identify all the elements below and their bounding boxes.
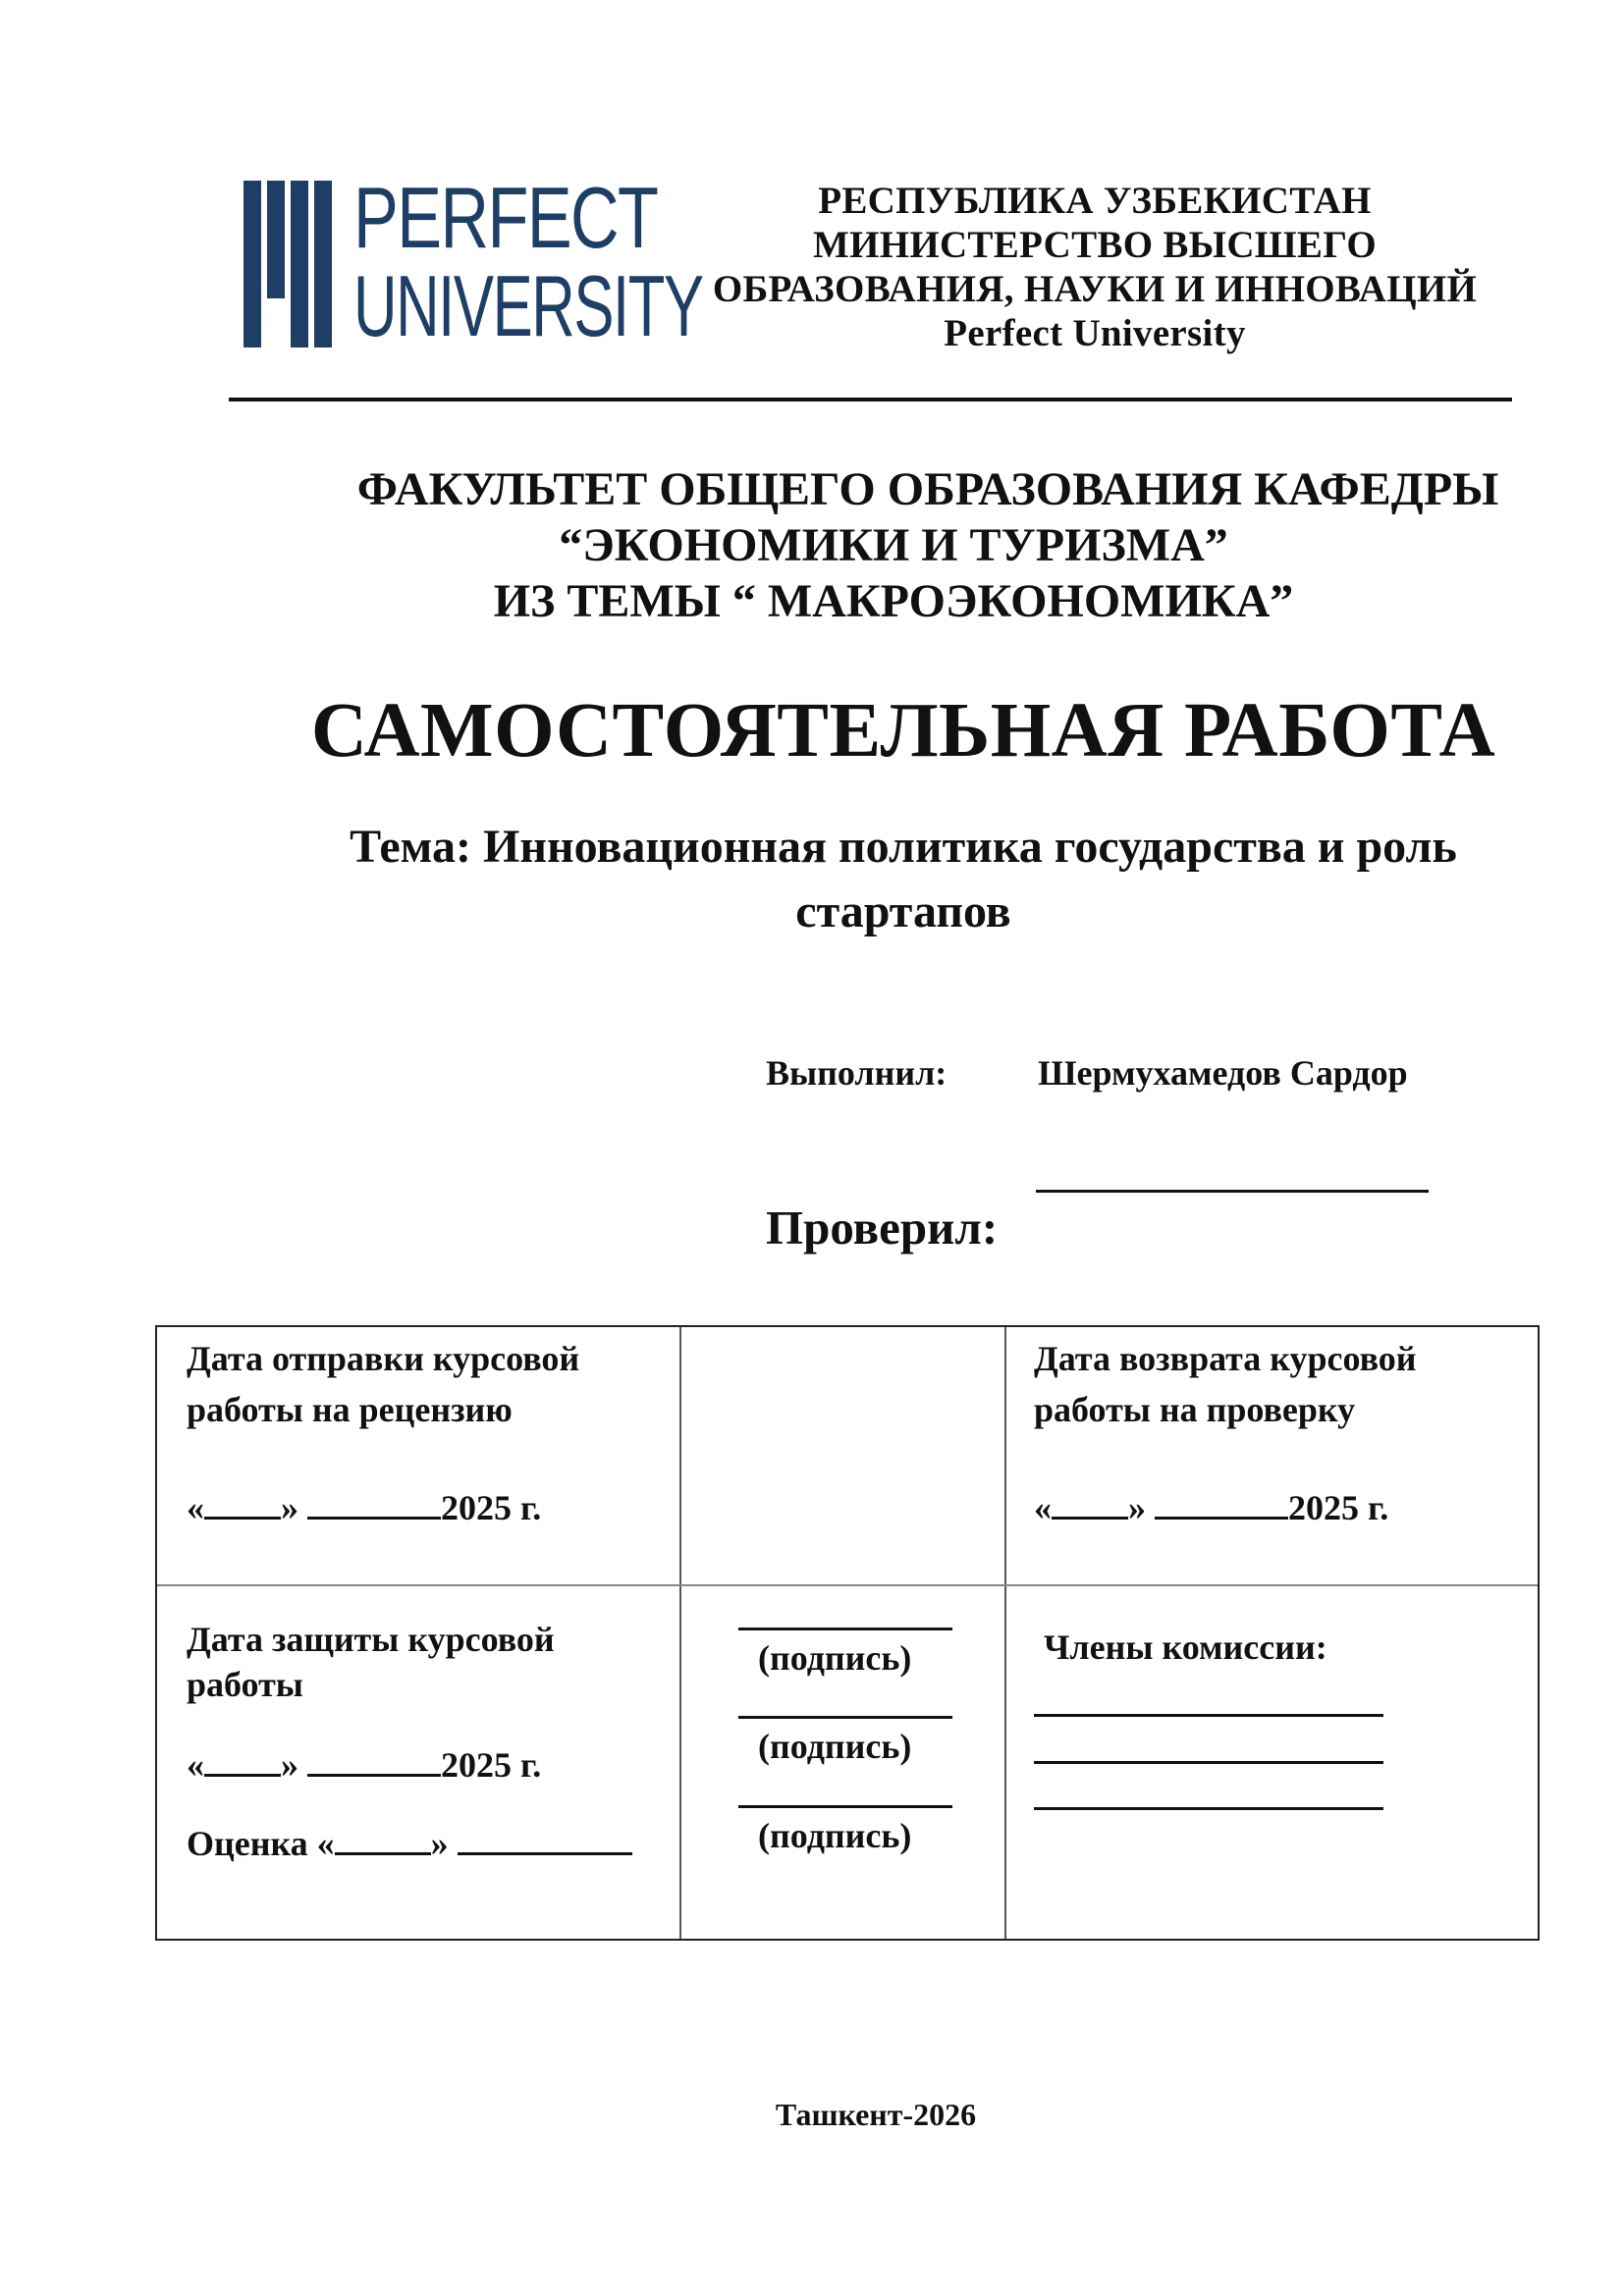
defense-date-field (187, 1739, 541, 1790)
logo-bar (244, 181, 261, 347)
table-divider (679, 1327, 681, 1939)
grade-words-blank (458, 1822, 632, 1855)
header-line: МИНИСТЕРСТВО ВЫСШЕГО (812, 224, 1378, 266)
header-line: РЕСПУБЛИКА УЗБЕКИСТАН (818, 180, 1372, 222)
defense-date-title-line1: Дата защиты курсовой (187, 1620, 555, 1659)
return-date-field (1034, 1482, 1388, 1533)
grade-field (187, 1818, 632, 1869)
quote-close: » (1128, 1488, 1146, 1527)
header-university-name: Perfect University (944, 312, 1246, 354)
table-divider (1004, 1327, 1006, 1939)
checked-label: Проверил: (766, 1201, 999, 1255)
faculty-line: “ЭКОНОМИКИ И ТУРИЗМА” (559, 519, 1228, 571)
send-date-title-line1: Дата отправки курсовой (187, 1339, 580, 1378)
send-date-title-line2: работы на рецензию (187, 1390, 513, 1429)
quote-close: » (430, 1824, 449, 1863)
city-year: Ташкент-2026 (775, 2097, 977, 2132)
month-blank (1155, 1486, 1288, 1520)
quote-close: » (281, 1488, 298, 1527)
faculty-block (177, 461, 1610, 629)
performed-label: Выполнил: (766, 1053, 947, 1093)
return-date-title-line2: работы на проверку (1034, 1390, 1356, 1429)
quote-close: » (281, 1745, 298, 1785)
header-line: ОБРАЗОВАНИЯ, НАУКИ И ИННОВАЦИЙ (712, 268, 1478, 310)
day-blank (204, 1743, 281, 1777)
signature-label: (подпись) (758, 1816, 912, 1855)
ministry-header (677, 179, 1512, 355)
quote-open: « (187, 1488, 204, 1527)
logo-text-line1: PERFECT (353, 169, 658, 266)
signature-line (738, 1628, 952, 1630)
logo-bar (314, 181, 332, 347)
month-blank (307, 1486, 441, 1520)
year-label: 2025 г. (1288, 1488, 1389, 1527)
return-date-title-line1: Дата возврата курсовой (1034, 1339, 1417, 1378)
table-divider (157, 1584, 1538, 1586)
defense-date-title-line2: работы (187, 1665, 303, 1704)
quote-open: « (187, 1745, 204, 1785)
faculty-line: ИЗ ТЕМЫ “ МАКРОЭКОНОМИКА” (493, 575, 1294, 627)
student-name: Шермухамедов Сардор (1038, 1053, 1408, 1093)
university-logo (244, 169, 703, 354)
header-divider (229, 398, 1512, 401)
checker-blank-line (1036, 1190, 1429, 1193)
work-title: САМОСТОЯТЕЛЬНАЯ РАБОТА (310, 688, 1496, 774)
review-table (155, 1325, 1540, 1941)
month-blank (307, 1743, 441, 1777)
logo-bars-icon (244, 181, 332, 347)
topic-block (295, 815, 1512, 944)
signature-line (738, 1805, 952, 1808)
year-label: 2025 г. (441, 1745, 542, 1785)
topic-line: Тема: Инновационная политика государства и роль (350, 821, 1457, 873)
commission-member-line (1034, 1714, 1383, 1717)
day-blank (1052, 1486, 1128, 1520)
topic-line: стартапов (795, 885, 1011, 937)
logo-bar (291, 181, 308, 347)
day-blank (204, 1486, 281, 1520)
faculty-line: ФАКУЛЬТЕТ ОБЩЕГО ОБРАЗОВАНИЯ КАФЕДРЫ (356, 463, 1499, 515)
signature-label: (подпись) (758, 1727, 912, 1766)
send-date-field (187, 1482, 541, 1533)
commission-member-line (1034, 1807, 1383, 1810)
logo-bar (267, 181, 285, 298)
commission-member-line (1034, 1761, 1383, 1764)
year-label: 2025 г. (441, 1488, 542, 1527)
commission-label: Члены комиссии: (1044, 1628, 1327, 1667)
quote-open: « (1034, 1488, 1052, 1527)
grade-blank (335, 1822, 431, 1855)
logo-text-line2: UNIVERSITY (353, 257, 703, 354)
signature-line (738, 1716, 952, 1719)
signature-label: (подпись) (758, 1638, 912, 1678)
grade-label: Оценка « (187, 1824, 335, 1863)
